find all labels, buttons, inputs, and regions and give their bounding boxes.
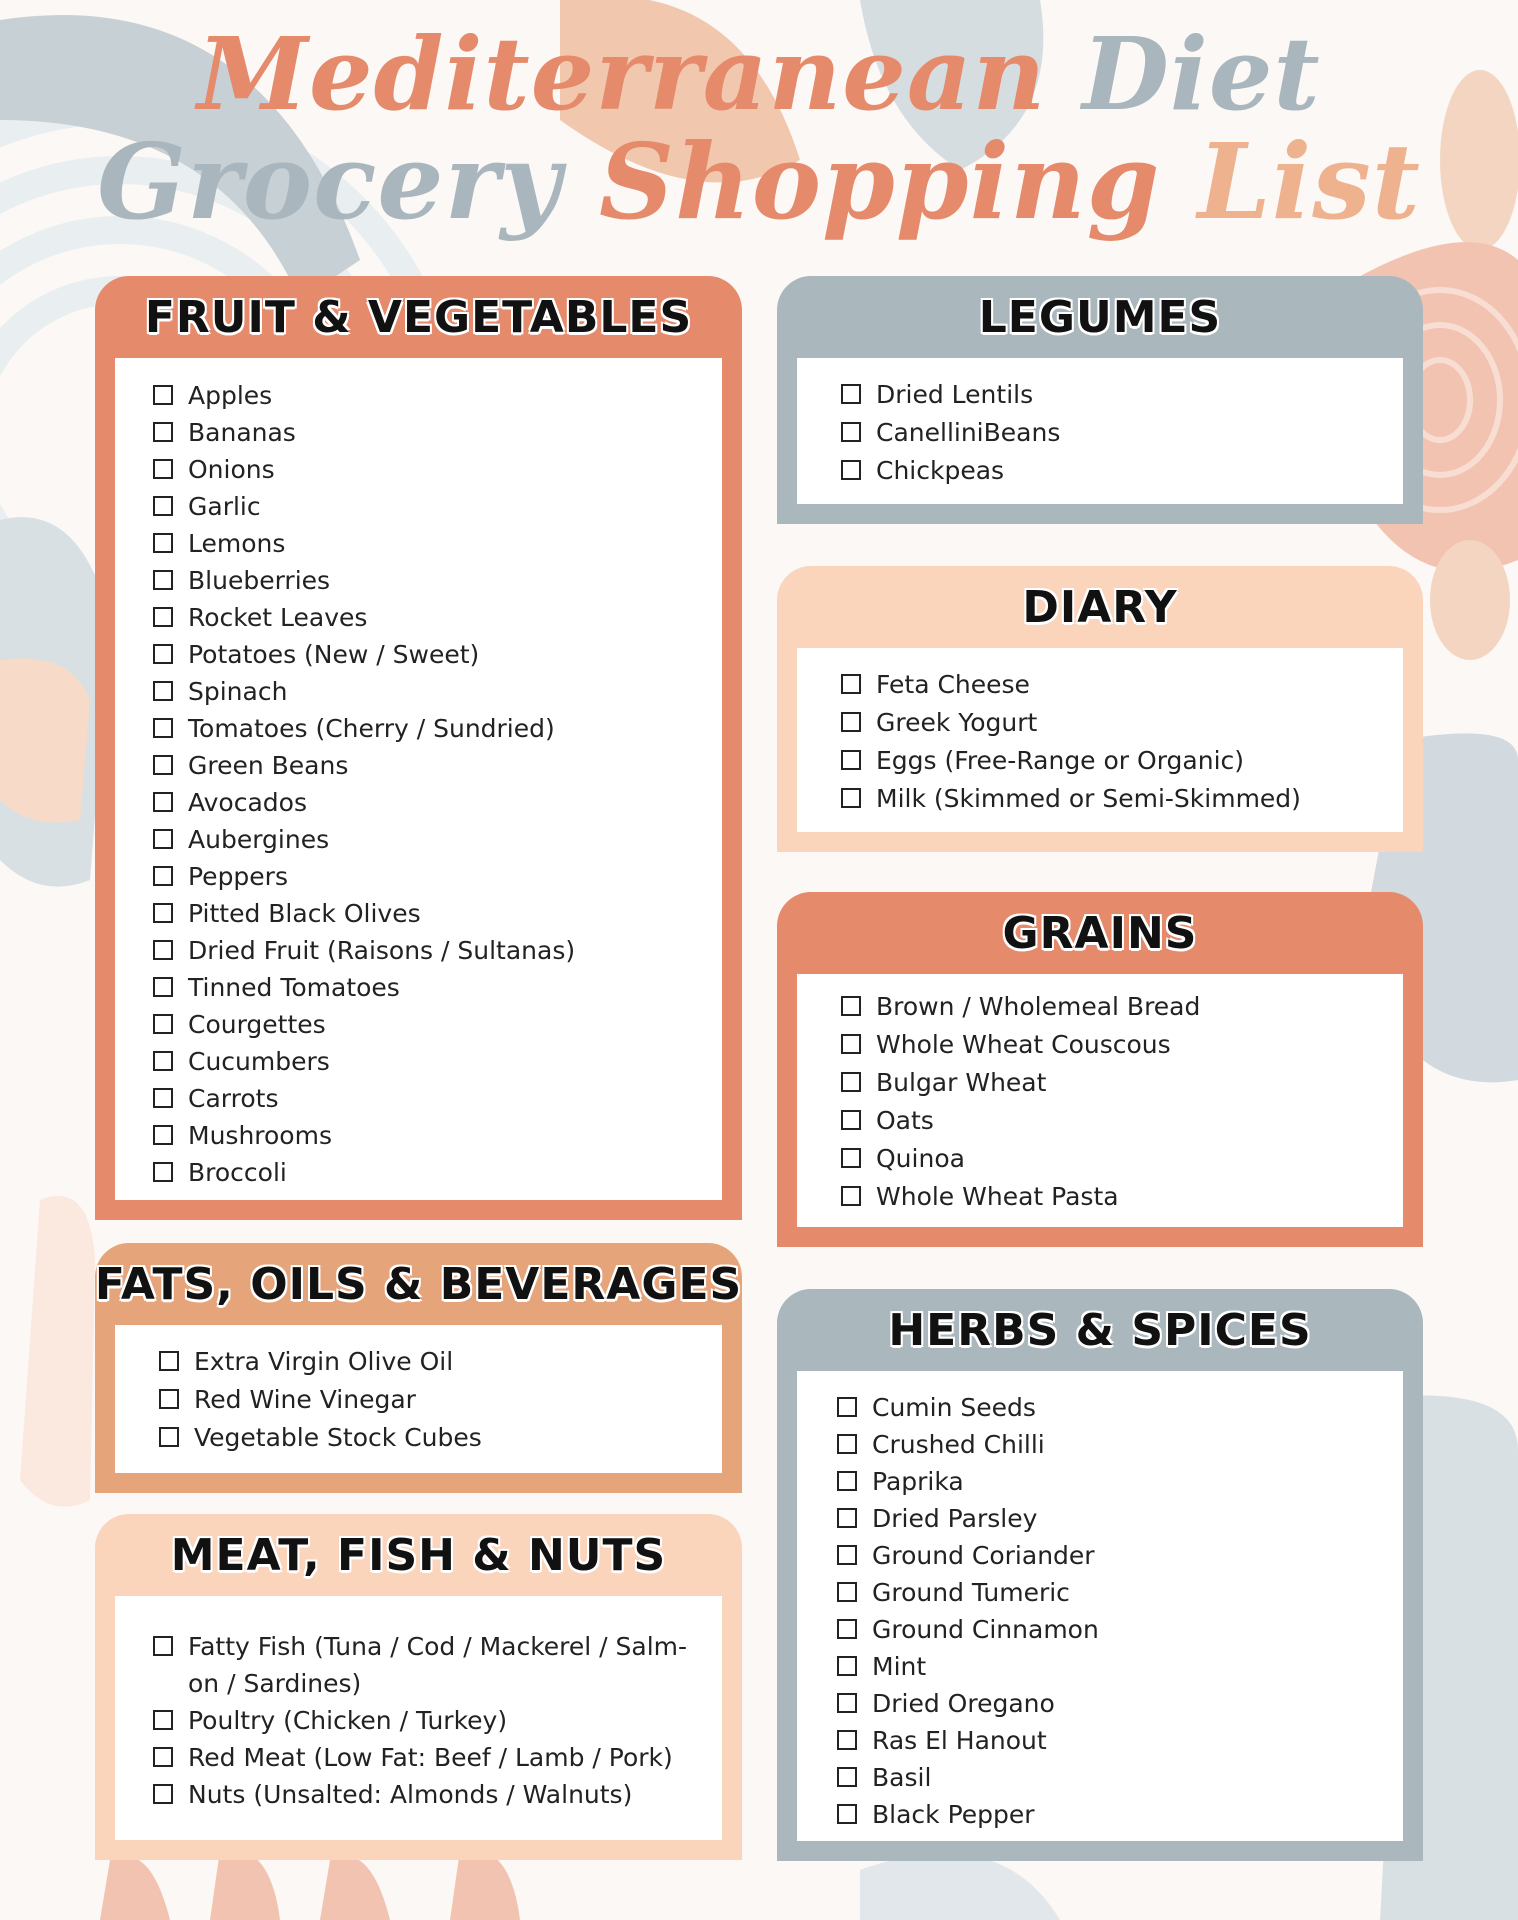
item-label: Pitted Black Olives [188,899,421,928]
item-label: Nuts (Unsalted: Almonds / Walnuts) [188,1780,633,1809]
list-item [837,1796,1403,1833]
checkbox[interactable] [841,674,861,694]
item-label: Ras El Hanout [872,1726,1047,1755]
checkbox[interactable] [153,792,173,812]
checkbox[interactable] [841,384,861,404]
checkbox[interactable] [159,1351,179,1371]
list-item [841,1026,1403,1064]
list-item [837,1463,1403,1500]
item-label: Red Meat (Low Fat: Beef / Lamb / Pork) [188,1743,673,1772]
checkbox[interactable] [837,1767,857,1787]
checkbox[interactable] [837,1693,857,1713]
item-label: Extra Virgin Olive Oil [194,1347,454,1376]
list-item [841,376,1403,414]
item-label: Eggs (Free-Range or Organic) [876,746,1245,775]
item-label: Mint [872,1652,927,1681]
list-item [153,488,722,525]
item-label: Ground Cinnamon [872,1615,1099,1644]
checkbox[interactable] [153,459,173,479]
list-item [841,666,1403,704]
list-item [837,1759,1403,1796]
checkbox[interactable] [153,422,173,442]
item-label: Red Wine Vinegar [194,1385,416,1414]
list-item [153,710,722,747]
list-item [153,451,722,488]
list-item [159,1343,722,1381]
item-label: Ground Tumeric [872,1578,1070,1607]
item-label: Aubergines [188,825,330,854]
item-label: Garlic [188,492,261,521]
checkbox[interactable] [153,977,173,997]
list-item [841,452,1403,490]
list-item [841,704,1403,742]
checkbox[interactable] [841,1072,861,1092]
title-word-mediterranean: Mediterranean [197,15,1047,133]
diary-heading: DIARY [1022,581,1178,633]
meat-fish-nuts-card [95,1514,742,1860]
grains-card [777,892,1423,1247]
list-item [153,1154,722,1191]
item-label: Whole Wheat Couscous [876,1030,1171,1059]
item-label: Onions [188,455,275,484]
checkbox[interactable] [153,1636,173,1656]
list-item [153,636,722,673]
fruit-vegetables-heading: FRUIT & VEGETABLES [144,291,693,343]
checkbox[interactable] [841,1186,861,1206]
list-item [841,780,1403,818]
list-item [153,1628,692,1702]
item-label: Avocados [188,788,307,817]
checkbox[interactable] [153,829,173,849]
list-item [153,1739,692,1776]
checkbox[interactable] [153,718,173,738]
list-item [153,562,722,599]
list-item [153,1702,692,1739]
checkbox[interactable] [841,1148,861,1168]
item-label: Dried Lentils [876,380,1034,409]
item-label: Dried Parsley [872,1504,1038,1533]
list-item [841,1064,1403,1102]
grains-heading: GRAINS [1002,907,1198,959]
checkbox[interactable] [159,1389,179,1409]
checkbox[interactable] [153,607,173,627]
checkbox[interactable] [837,1656,857,1676]
item-label: Bananas [188,418,296,447]
list-item [837,1648,1403,1685]
item-label: Carrots [188,1084,279,1113]
list-item [841,988,1403,1026]
checkbox[interactable] [837,1582,857,1602]
checkbox[interactable] [153,903,173,923]
item-label: Broccoli [188,1158,287,1187]
item-label: Courgettes [188,1010,326,1039]
list-item [153,414,722,451]
checkbox[interactable] [841,712,861,732]
checkbox[interactable] [153,1710,173,1730]
item-label: Lemons [188,529,286,558]
checkbox[interactable] [153,1747,173,1767]
item-label: Oats [876,1106,934,1135]
meat-fish-nuts-heading: MEAT, FISH & NUTS [170,1529,667,1581]
diary-list [841,666,1403,818]
list-item [159,1381,722,1419]
list-item [841,742,1403,780]
checkbox[interactable] [841,788,861,808]
list-item [153,932,722,969]
checkbox[interactable] [159,1427,179,1447]
list-item [837,1611,1403,1648]
checkbox[interactable] [153,385,173,405]
item-label: Feta Cheese [876,670,1030,699]
checkbox[interactable] [837,1397,857,1417]
legumes-heading: LEGUMES [978,291,1222,343]
checkbox[interactable] [841,422,861,442]
item-label: CanelliniBeans [876,418,1061,447]
title-word-diet: Diet [1082,15,1321,133]
item-label: Basil [872,1763,932,1792]
item-label: Apples [188,381,273,410]
item-label: Mushrooms [188,1121,332,1150]
list-item [837,1426,1403,1463]
checkbox[interactable] [153,496,173,516]
checkbox[interactable] [153,1125,173,1145]
item-label: Black Pepper [872,1800,1035,1829]
list-item [153,1043,722,1080]
item-label: Milk (Skimmed or Semi-Skimmed) [876,784,1301,813]
fats-oils-beverages-heading: FATS, OILS & BEVERAGES [94,1258,743,1310]
checkbox[interactable] [837,1471,857,1491]
item-label: Vegetable Stock Cubes [194,1423,482,1452]
herbs-spices-heading: HERBS & SPICES [888,1304,1312,1356]
diary-card [777,566,1423,852]
list-item [153,1080,722,1117]
fats-oils-beverages-list [159,1343,722,1457]
list-item [153,747,722,784]
list-item [837,1722,1403,1759]
list-item [153,673,722,710]
meat-fish-nuts-list [153,1628,692,1813]
list-item [841,1102,1403,1140]
checkbox[interactable] [837,1508,857,1528]
checkbox[interactable] [837,1619,857,1639]
checkbox[interactable] [153,940,173,960]
item-label: Fatty Fish (Tuna / Cod / Mackerel / Salm- on / Sardines) [188,1632,688,1698]
list-item [153,895,722,932]
list-item [153,969,722,1006]
item-label: Rocket Leaves [188,603,368,632]
checkbox[interactable] [153,866,173,886]
checkbox[interactable] [837,1804,857,1824]
item-label: Greek Yogurt [876,708,1038,737]
title-word-list: List [1197,120,1421,243]
item-label: Brown / Wholemeal Bread [876,992,1201,1021]
page-title [0,15,1518,243]
checkbox[interactable] [837,1730,857,1750]
checkbox[interactable] [837,1434,857,1454]
item-label: Dried Oregano [872,1689,1055,1718]
checkbox[interactable] [153,1088,173,1108]
checkbox[interactable] [153,1784,173,1804]
item-label: Quinoa [876,1144,965,1173]
checkbox[interactable] [153,644,173,664]
item-label: Dried Fruit (Raisons / Sultanas) [188,936,576,965]
title-word-grocery: Grocery [97,120,562,243]
list-item [841,1140,1403,1178]
herbs-spices-list [837,1389,1403,1833]
item-label: Chickpeas [876,456,1005,485]
item-label: Ground Coriander [872,1541,1095,1570]
checkbox[interactable] [841,996,861,1016]
checkbox[interactable] [841,1034,861,1054]
grains-list [841,988,1403,1216]
item-label: Peppers [188,862,288,891]
item-label: Poultry (Chicken / Turkey) [188,1706,508,1735]
checkbox[interactable] [153,1051,173,1071]
list-item [153,377,722,414]
list-item [841,1178,1403,1216]
list-item [153,858,722,895]
list-item [837,1574,1403,1611]
legumes-card [777,276,1423,524]
checkbox[interactable] [841,460,861,480]
list-item [153,525,722,562]
checkbox[interactable] [153,1162,173,1182]
item-label: Cumin Seeds [872,1393,1036,1422]
list-item [159,1419,722,1457]
checkbox[interactable] [841,750,861,770]
item-label: Spinach [188,677,288,706]
item-label: Cucumbers [188,1047,330,1076]
item-label: Potatoes (New / Sweet) [188,640,480,669]
item-label: Paprika [872,1467,964,1496]
herbs-spices-card [777,1289,1423,1861]
list-item [837,1537,1403,1574]
list-item [153,821,722,858]
checkbox[interactable] [841,1110,861,1130]
fats-oils-beverages-card [95,1243,742,1493]
list-item [153,599,722,636]
list-item [837,1500,1403,1537]
item-label: Blueberries [188,566,331,595]
fruit-vegetables-card [95,276,742,1220]
item-label: Crushed Chilli [872,1430,1045,1459]
checkbox[interactable] [153,570,173,590]
list-item [153,784,722,821]
list-item [841,414,1403,452]
title-word-shopping: Shopping [599,120,1161,243]
checkbox[interactable] [153,1014,173,1034]
list-item [153,1776,692,1813]
legumes-list [841,376,1403,490]
item-label: Whole Wheat Pasta [876,1182,1119,1211]
item-label: Bulgar Wheat [876,1068,1047,1097]
checkbox[interactable] [153,533,173,553]
checkbox[interactable] [153,681,173,701]
item-label: Tomatoes (Cherry / Sundried) [188,714,555,743]
checkbox[interactable] [153,755,173,775]
checkbox[interactable] [837,1545,857,1565]
list-item [837,1389,1403,1426]
list-item [153,1006,722,1043]
list-item [153,1117,722,1154]
fruit-vegetables-list [153,377,722,1191]
item-label: Tinned Tomatoes [188,973,400,1002]
item-label: Green Beans [188,751,349,780]
list-item [837,1685,1403,1722]
